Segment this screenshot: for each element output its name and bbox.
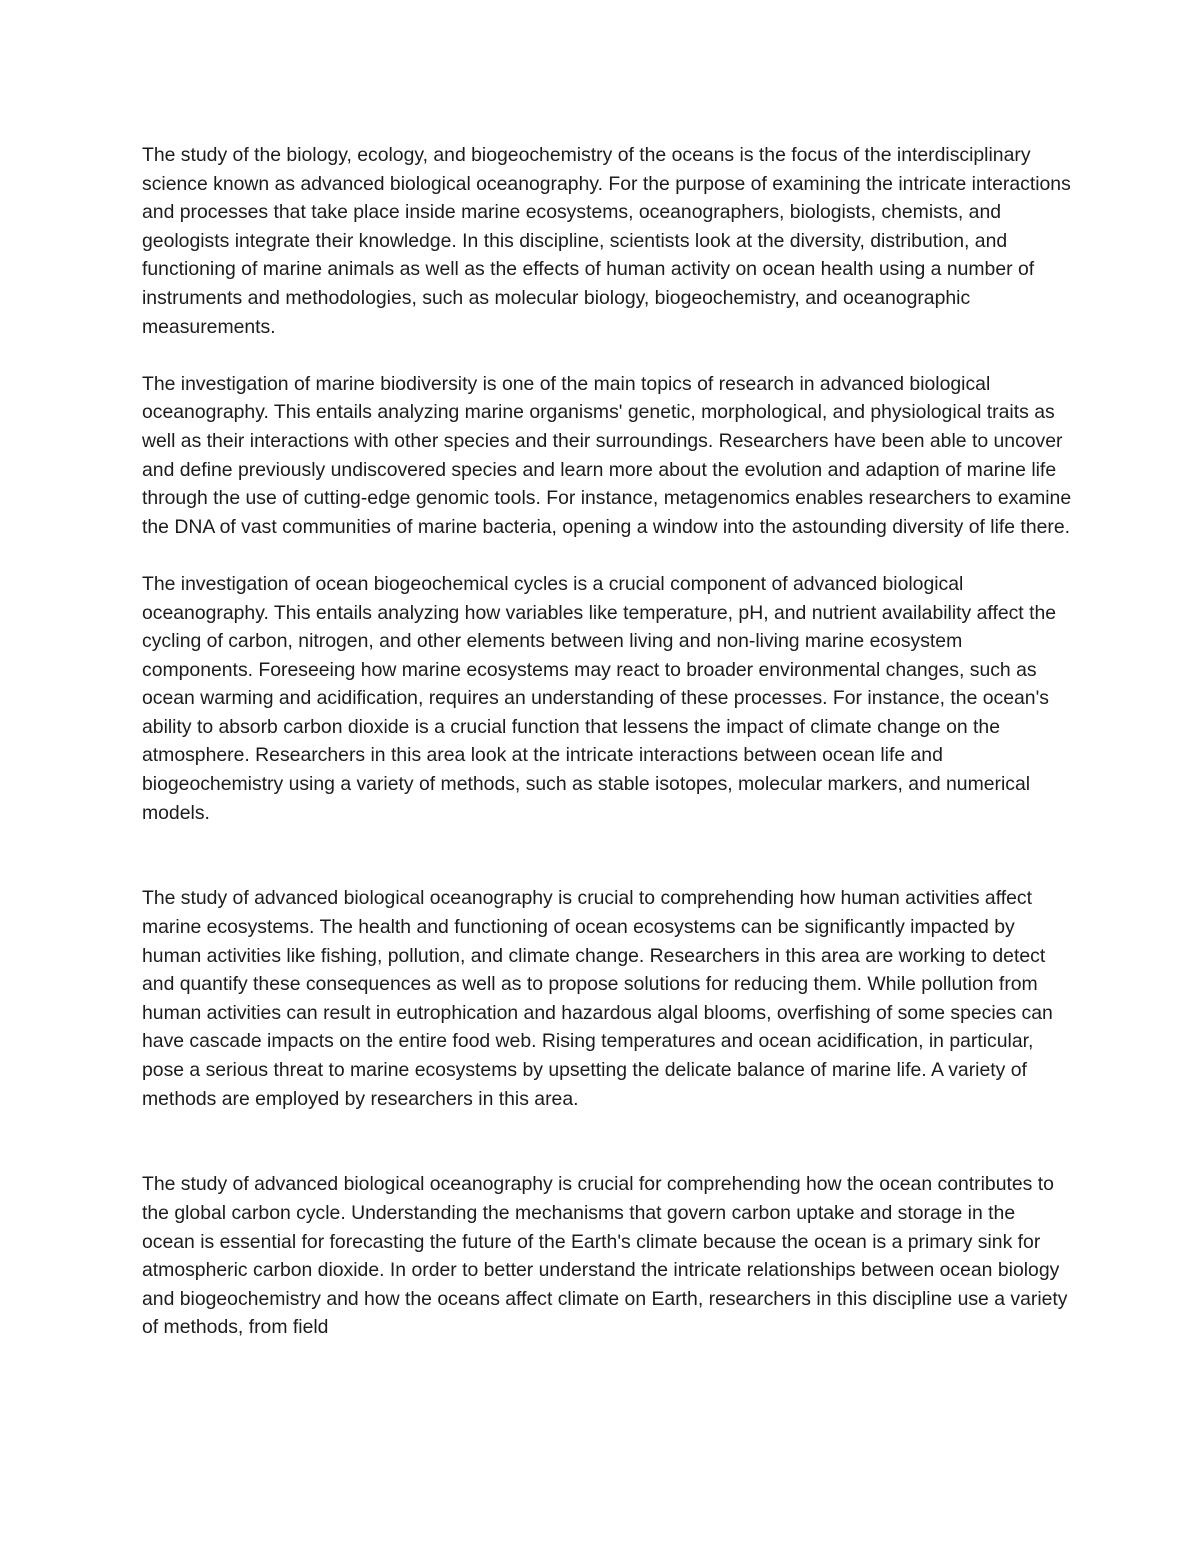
paragraph-1: The study of the biology, ecology, and biogeochemistry of the oceans is the focus of the interdisciplinary science known as advanced biological oceanography. For the purpose of examining the intricate interactions and processes that take place inside marine ecosystems, oceanographers, biologists, chemists, and geologists integrate their knowledge. In this discipline, scientists look at the diversity, distribution, and functioning of marine animals as well as the effects of human activity on ocean health using a number of instruments and methodologies, such as molecular biology, biogeochemistry, and oceanographic measurements. (142, 144, 1071, 338)
paragraph-4: The study of advanced biological oceanography is crucial to comprehending how human activities affect marine ecosystems. The health and functioning of ocean ecosystems can be significantly impacted by human activities like fishing, pollution, and climate change. Researchers in this area are working to detect and quantify these consequences as well as to propose solutions for reducing them. While pollution from human activities can result in eutrophication and hazardous algal blooms, overfishing of some species can have cascade impacts on the entire food web. Rising temperatures and ocean acidification, in particular, pose a serious threat to marine ecosystems by upsetting the delicate balance of marine life. A variety of methods are employed by researchers in this area. (142, 887, 1053, 1110)
paragraph-3: The investigation of ocean biogeochemical cycles is a crucial component of advanced biological oceanography. This entails analyzing how variables like temperature, pH, and nutrient availability affect the cycling of carbon, nitrogen, and other elements between living and non-living marine ecosystem components. Foreseeing how marine ecosystems may react to broader environmental changes, such as ocean warming and acidification, requires an understanding of these processes. For instance, the ocean's ability to absorb carbon dioxide is a crucial function that lessens the impact of climate change on the atmosphere. Researchers in this area look at the intricate interactions between ocean life and biogeochemistry using a variety of methods, such as stable isotopes, molecular markers, and numerical models. (142, 572, 1057, 824)
paragraph-spacer (142, 1113, 1072, 1170)
paragraph-spacer (142, 827, 1072, 884)
paragraph-2: The investigation of marine biodiversity is one of the main topics of research in advanced biological oceanography. This entails analyzing marine organisms' genetic, morphological, and physiological traits as well as their interactions with other species and their surroundings. Researchers have been able to uncover and define previously undiscovered species and learn more about the evolution and adaption of marine life through the use of cutting-edge genomic tools. For instance, metagenomics enables researchers to examine the DNA of vast communities of marine bacteria, opening a window into the astounding diversity of life there. (142, 372, 1072, 538)
paragraph-spacer (142, 541, 1072, 570)
paragraph-spacer (142, 341, 1072, 370)
paragraph-5: The study of advanced biological oceanography is crucial for comprehending how the ocean contributes to the global carbon cycle. Understanding the mechanisms that govern carbon uptake and storage in the ocean is essential for forecasting the future of the Earth's climate because the ocean is a primary sink for atmospheric carbon dioxide. In order to better understand the intricate relationships between ocean biology and biogeochemistry and how the oceans affect climate on Earth, researchers in this discipline use a variety of methods, from field (142, 1173, 1068, 1339)
document-body (142, 141, 1072, 1342)
